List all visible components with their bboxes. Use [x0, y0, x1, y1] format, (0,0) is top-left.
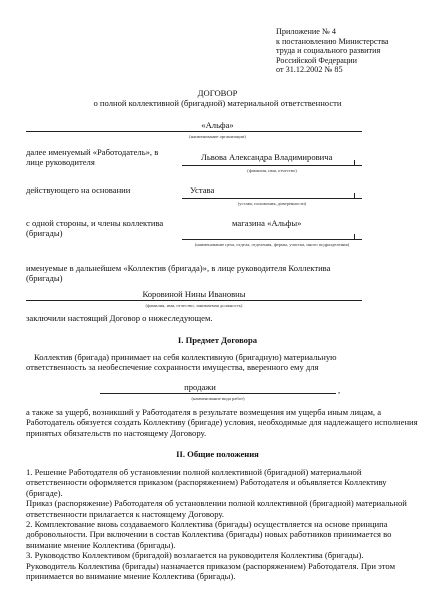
team-caption: (наименование цеха, отдела, отделения, фермы, участка, иного подразделения)	[194, 242, 350, 247]
team-prefix: с одной стороны, и члены коллектива (бригады)	[26, 218, 164, 239]
appendix-header	[276, 27, 426, 75]
leader-name-value: Коровиной Нины Ивановны	[142, 289, 246, 299]
section-2-body	[26, 467, 411, 581]
org-name-value: «Альфа»	[201, 120, 234, 130]
section-2-paragraph: 2. Комплектование вновь создаваемого Коллектива (бригады) осуществляется на основе принципа добровольности. При включении в состав Коллектива (бригады) новых работников принимается во внимание мнение Коллектива (бригады).	[26, 519, 392, 550]
basis-caption: (устава, положения, доверенности)	[237, 201, 307, 206]
leader-name-caption: (фамилия, имя, отчество; занимаемая должность)	[145, 303, 243, 308]
purpose-underline	[100, 393, 336, 394]
field-end-tick	[354, 193, 355, 198]
section-1-paragraph: а также за ущерб, возникший у Работодателя в результате возмещения им ущерба иным лицам, а Работодатель обязуется создать Коллективу (бригаде) условия, необходимые для надлежащего исполнения принятых обязательств по настоящему Договору.	[26, 407, 418, 438]
appendix-line: к постановлению Министерства	[276, 36, 389, 46]
basis-prefix: действующего на основании	[26, 185, 131, 195]
appendix-line: Приложение № 4	[276, 27, 336, 36]
employer-prefix: далее именуемый «Работодатель», в лице руководителя	[26, 147, 159, 168]
appendix-line: труда и социального развития	[276, 46, 381, 56]
concluded-text: заключили настоящий Договор о нижеследующем.	[26, 313, 213, 323]
employer-name-caption: (фамилия, имя, отчество)	[247, 168, 297, 173]
appendix-line: Российской Федерации	[276, 55, 358, 65]
purpose-comma: ,	[338, 385, 341, 395]
purpose-caption: (наименование вида работ)	[191, 396, 245, 401]
section-2-title: II. Общие положения	[176, 449, 259, 459]
named-text: именуемые в дальнейшем «Коллектив (бригада)», в лице руководителя Коллектива (бригады)	[26, 263, 331, 284]
purpose-value: продажи	[184, 382, 216, 392]
document-subtitle: о полной коллективной (бригадной) материальной ответственности	[93, 98, 342, 108]
basis-value: Устава	[190, 185, 215, 195]
employer-name-underline	[182, 165, 362, 166]
team-value: магазина «Альфы»	[232, 218, 302, 228]
document-title: ДОГОВОР	[197, 88, 238, 98]
field-end-tick	[354, 234, 355, 239]
team-underline	[182, 239, 362, 240]
field-end-tick	[354, 160, 355, 165]
section-2-paragraph: 1. Решение Работодателя об установлении полной коллективной (бригадной) материальной ответственности оформляется приказом (распоряжением) Работодателя и объявляется Коллективу (бригаде).	[26, 467, 387, 498]
leader-name-underline	[26, 300, 362, 301]
section-1-paragraph: Коллектив (бригада) принимает на себя коллективную (бригадную) материальную ответственность за необеспечение сохранности имущества, вверенного ему для	[26, 352, 337, 373]
section-2-paragraph: 3. Руководство Коллективом (бригадой) возлагается на руководителя Коллектива (бригады). Руководитель Коллектива (бригады) назначается приказом (распоряжением) Работодателя. При этом принимается во внимание мнение Коллектива (бригады).	[26, 550, 396, 582]
org-name-caption: (наименование организации)	[189, 134, 246, 139]
org-name-underline	[26, 131, 362, 132]
employer-name-value: Львова Александра Владимировича	[201, 152, 333, 162]
section-2-paragraph: Приказ (распоряжение) Работодателя об установлении полной коллективной (бригадной) материальной ответственности прилагается к настоящему Договору.	[26, 498, 407, 519]
appendix-line: от 31.12.2002 № 85	[276, 65, 343, 75]
basis-underline	[182, 198, 362, 199]
section-1-title: I. Предмет Договора	[177, 335, 258, 345]
